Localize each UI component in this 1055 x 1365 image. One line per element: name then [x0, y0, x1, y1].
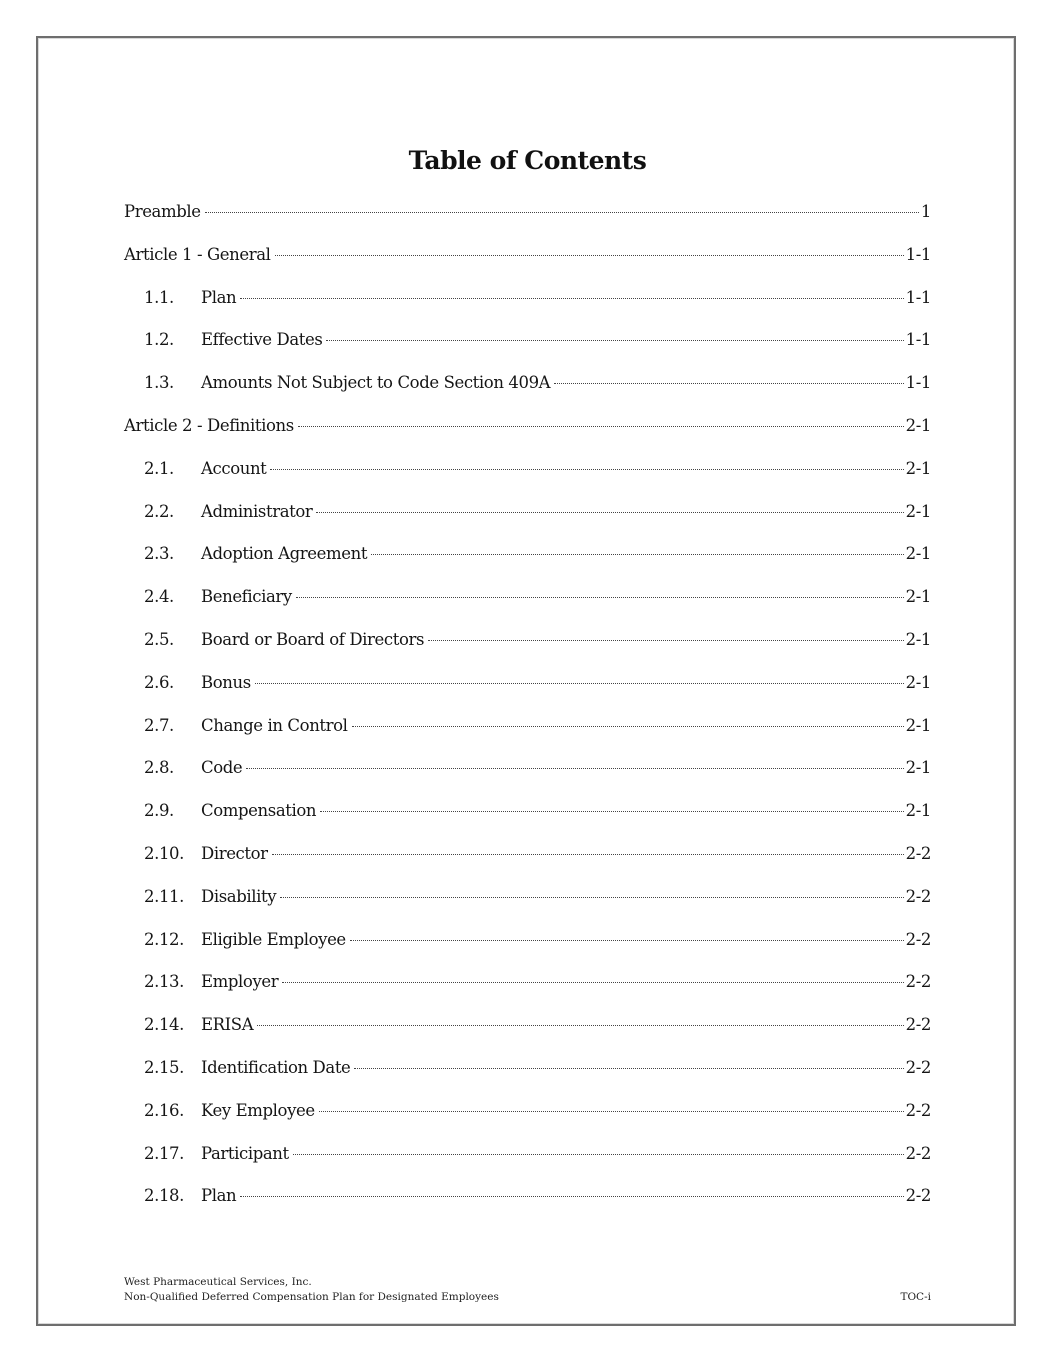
toc-entry-page: 2-1 [905, 801, 931, 821]
toc-entry-label: ERISA [201, 1015, 254, 1035]
toc-entry-number: 2.17. [144, 1143, 184, 1163]
footer-page-number: TOC-i [900, 1291, 931, 1303]
toc-entry-2-6[interactable] [124, 673, 931, 716]
footer-company: West Pharmaceutical Services, Inc. [124, 1276, 312, 1288]
toc-entry-label: Identification Date [201, 1057, 351, 1077]
toc-entry-page: 2-1 [905, 715, 931, 735]
dot-leader [282, 982, 903, 983]
dot-leader [350, 940, 904, 941]
footer-plan-name: Non-Qualified Deferred Compensation Plan for Designated Employees [124, 1291, 499, 1303]
toc-entry-label: Effective Dates [201, 330, 323, 350]
toc-entry-page: 2-1 [905, 758, 931, 778]
toc-entry-2-16[interactable] [124, 1101, 931, 1144]
toc-entry-2-15[interactable] [124, 1058, 931, 1101]
toc-entry-preamble[interactable] [124, 202, 931, 245]
toc-entry-label: Article 1 - General [124, 244, 271, 264]
toc-entry-article-1[interactable] [124, 245, 931, 288]
toc-entry-page: 2-2 [905, 972, 931, 992]
toc-entry-1-2[interactable] [124, 330, 931, 373]
dot-leader [240, 1196, 903, 1197]
toc-entry-label: Board or Board of Directors [201, 629, 425, 649]
dot-leader [272, 854, 904, 855]
toc-entry-2-8[interactable] [124, 758, 931, 801]
toc-entry-number: 2.2. [144, 501, 174, 521]
toc-entry-article-2[interactable] [124, 416, 931, 459]
toc-entry-number: 2.11. [144, 886, 184, 906]
toc-entry-label: Plan [201, 1186, 237, 1206]
toc-entry-label: Amounts Not Subject to Code Section 409A [201, 373, 551, 393]
toc-entry-number: 1.3. [144, 373, 174, 393]
toc-entry-number: 2.8. [144, 758, 174, 778]
toc-entry-label: Change in Control [201, 715, 348, 735]
toc-entry-page: 2-2 [905, 1057, 931, 1077]
toc-entry-2-7[interactable] [124, 716, 931, 759]
toc-entry-2-11[interactable] [124, 887, 931, 930]
toc-entry-label: Plan [201, 287, 237, 307]
toc-entry-label: Eligible Employee [201, 929, 346, 949]
dot-leader [316, 512, 903, 513]
toc-entry-2-2[interactable] [124, 502, 931, 545]
toc-entry-number: 2.12. [144, 929, 184, 949]
toc-entry-label: Administrator [201, 501, 313, 521]
dot-leader [319, 1111, 904, 1112]
toc-entry-number: 2.15. [144, 1057, 184, 1077]
toc-entry-page: 2-2 [905, 843, 931, 863]
dot-leader [275, 255, 904, 256]
toc-entry-label: Employer [201, 972, 279, 992]
toc-entry-label: Participant [201, 1143, 289, 1163]
toc-entry-page: 2-2 [905, 1143, 931, 1163]
toc-entry-page: 2-2 [905, 1015, 931, 1035]
toc-entry-page: 2-1 [905, 672, 931, 692]
dot-leader [205, 212, 919, 213]
dot-leader [257, 1025, 903, 1026]
toc-entry-2-12[interactable] [124, 930, 931, 973]
dot-leader [255, 683, 904, 684]
toc-entry-2-3[interactable] [124, 544, 931, 587]
toc-entry-label: Beneficiary [201, 587, 292, 607]
toc-entry-label: Disability [201, 886, 277, 906]
toc-entry-number: 2.9. [144, 801, 174, 821]
toc-entry-number: 2.5. [144, 629, 174, 649]
page-title: Table of Contents [408, 146, 647, 175]
toc-entry-number: 2.4. [144, 587, 174, 607]
toc-entry-number: 2.16. [144, 1100, 184, 1120]
toc-entry-label: Code [201, 758, 243, 778]
toc-entry-2-18[interactable] [124, 1186, 931, 1229]
toc-entry-page: 1-1 [905, 244, 931, 264]
toc-entry-number: 1.2. [144, 330, 174, 350]
dot-leader [240, 298, 903, 299]
toc-entry-1-1[interactable] [124, 288, 931, 331]
toc-entry-label: Article 2 - Definitions [124, 415, 294, 435]
dot-leader [296, 597, 904, 598]
toc-entry-page: 2-1 [905, 587, 931, 607]
toc-entry-label: Account [201, 458, 267, 478]
toc-list [124, 202, 931, 1229]
toc-entry-page: 1 [920, 202, 931, 221]
toc-entry-number: 2.18. [144, 1186, 184, 1206]
dot-leader [352, 726, 904, 727]
toc-entry-number: 2.7. [144, 715, 174, 735]
dot-leader [371, 554, 904, 555]
toc-entry-page: 2-2 [905, 886, 931, 906]
toc-entry-page: 2-1 [905, 458, 931, 478]
toc-entry-page: 2-1 [905, 415, 931, 435]
page-footer [124, 1275, 931, 1305]
dot-leader [293, 1154, 904, 1155]
toc-entry-page: 1-1 [905, 373, 931, 393]
toc-entry-page: 2-1 [905, 544, 931, 564]
dot-leader [554, 383, 903, 384]
dot-leader [280, 897, 903, 898]
toc-entry-label: Director [201, 843, 268, 863]
toc-entry-2-17[interactable] [124, 1144, 931, 1187]
toc-entry-2-4[interactable] [124, 587, 931, 630]
toc-entry-page: 2-2 [905, 929, 931, 949]
toc-entry-2-9[interactable] [124, 801, 931, 844]
toc-entry-number: 2.10. [144, 843, 184, 863]
dot-leader [428, 640, 904, 641]
toc-entry-page: 2-2 [905, 1100, 931, 1120]
dot-leader [270, 469, 903, 470]
toc-entry-label: Preamble [124, 202, 201, 221]
dot-leader [246, 768, 903, 769]
dot-leader [320, 811, 903, 812]
toc-entry-page: 1-1 [905, 330, 931, 350]
toc-entry-label: Key Employee [201, 1100, 315, 1120]
toc-entry-label: Adoption Agreement [201, 544, 368, 564]
toc-entry-page: 2-1 [905, 501, 931, 521]
toc-entry-number: 1.1. [144, 287, 174, 307]
toc-entry-number: 2.13. [144, 972, 184, 992]
toc-entry-page: 1-1 [905, 287, 931, 307]
toc-entry-number: 2.3. [144, 544, 174, 564]
toc-entry-1-3[interactable] [124, 373, 931, 416]
toc-entry-label: Compensation [201, 801, 317, 821]
toc-entry-page: 2-1 [905, 629, 931, 649]
dot-leader [354, 1068, 903, 1069]
dot-leader [326, 340, 903, 341]
toc-entry-page: 2-2 [905, 1186, 931, 1206]
toc-entry-number: 2.14. [144, 1015, 184, 1035]
toc-entry-2-5[interactable] [124, 630, 931, 673]
toc-entry-label: Bonus [201, 672, 251, 692]
toc-entry-2-13[interactable] [124, 972, 931, 1015]
toc-entry-2-1[interactable] [124, 459, 931, 502]
toc-entry-number: 2.6. [144, 672, 174, 692]
toc-entry-2-10[interactable] [124, 844, 931, 887]
dot-leader [298, 426, 904, 427]
toc-entry-2-14[interactable] [124, 1015, 931, 1058]
toc-entry-number: 2.1. [144, 458, 174, 478]
